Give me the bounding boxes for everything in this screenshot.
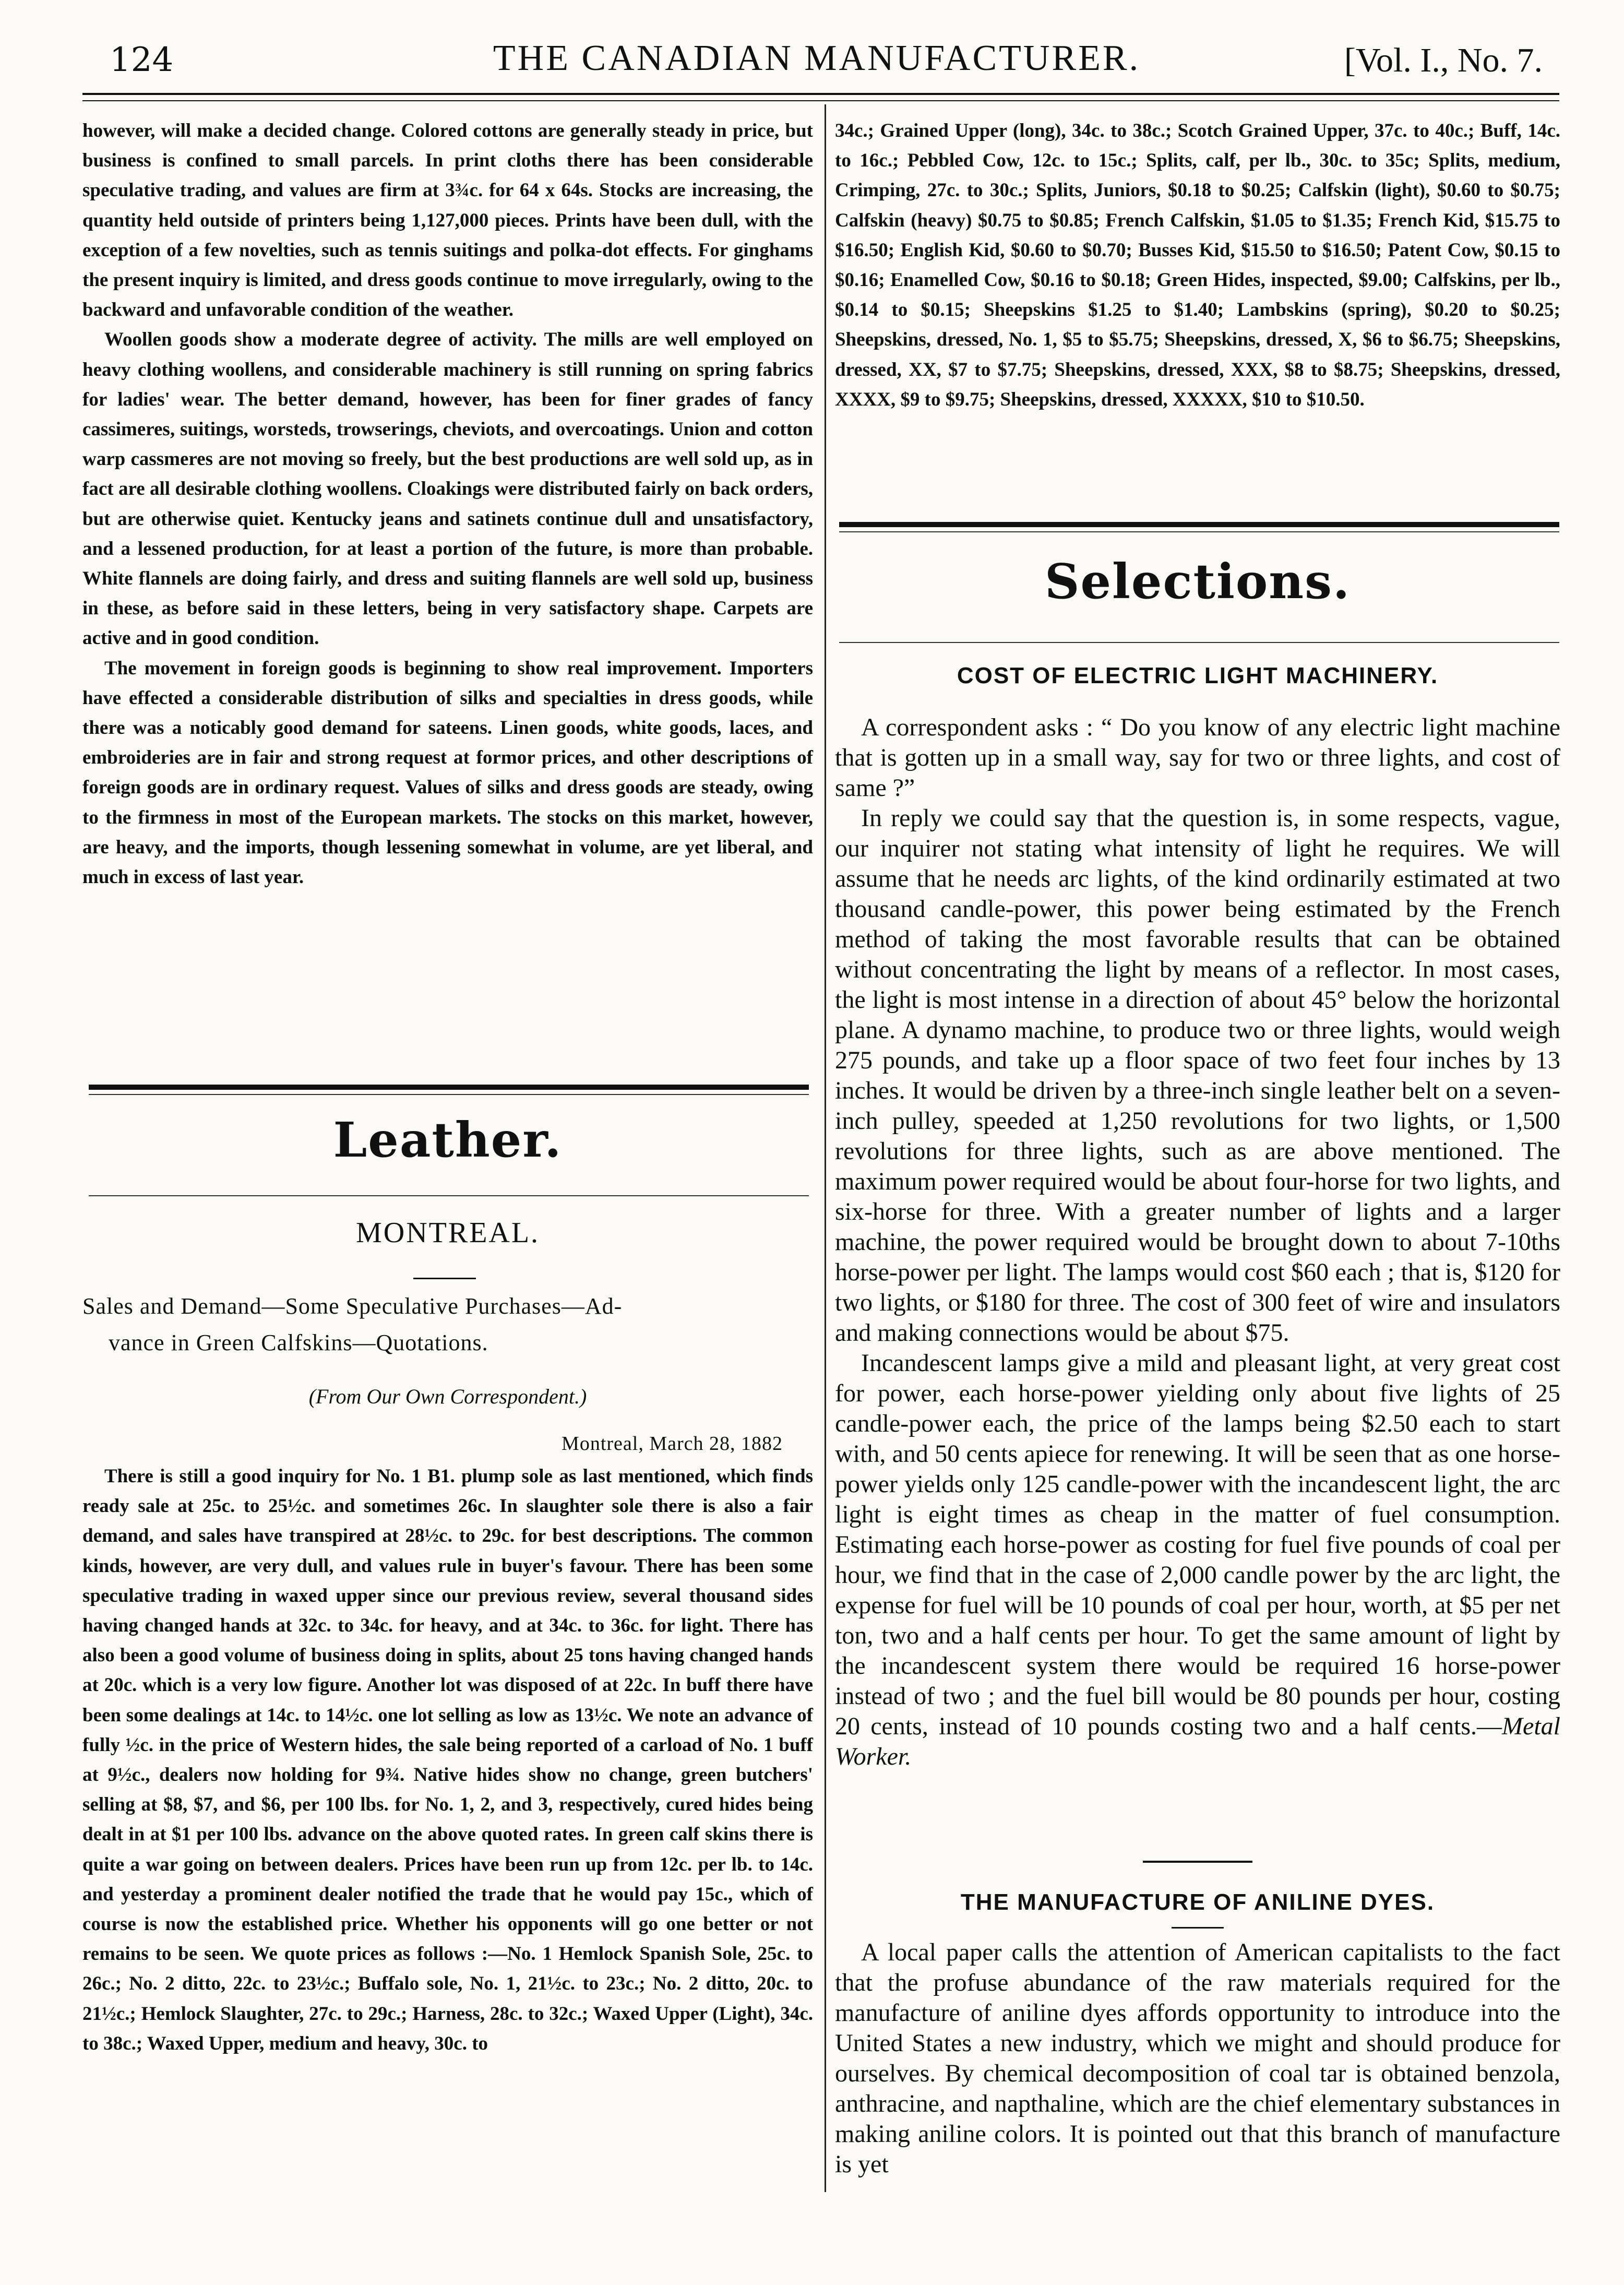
dateline: Montreal, March 28, 1882: [562, 1433, 783, 1455]
paragraph: The movement in foreign goods is beginning to show real improvement. Importers have effected a considerable distribution of silks and specialties in dress goods, while there was a noticably good demand for sateens. Linen goods, white goods, laces, and embroideries are in fair and strong request at formor prices, and other descriptions of foreign goods are in ordinary request. Values of silks and dress goods are steady, owing to the firmness in most of the European markets. The stocks on this market, however, are heavy, and the imports, though lessening somewhat in volume, are yet liberal, and much in excess of last year.: [82, 657, 813, 888]
leather-quotations-continued: [835, 116, 1560, 492]
publication-title: THE CANADIAN MANUFACTURER.: [493, 38, 1141, 78]
short-rule: [413, 1278, 476, 1279]
subheading: [82, 1288, 813, 1361]
column-divider: [825, 104, 826, 2192]
paragraph: A local paper calls the attention of American capitalists to the fact that the profuse abundance of the raw materials required for the manufacture of aniline dyes affords opportunity to introduce into the United States a new industry, which we might and should produce for ourselves. By chemical decomposition of coal tar is obtained benzola, anthracine, and napthaline, which are the chief elementary substances in making aniline colors. It is pointed out that this branch of manufacture is yet: [835, 1938, 1560, 2178]
city-heading: MONTREAL.: [355, 1217, 540, 1249]
page-number: 124: [110, 41, 174, 79]
article-source: Metal Worker.: [835, 1712, 1560, 1770]
article-electric-light: [835, 712, 1560, 1829]
page-header: [78, 30, 1555, 88]
header-rule-thin: [82, 100, 1559, 101]
section-rule-thin: [839, 642, 1559, 643]
paragraph: [835, 1348, 1560, 1772]
paragraph: Woollen goods show a moderate degree of activity. The mills are well employed on heavy clothing woollens, and considerable machinery is still running on spring fabrics for ladies' wear. The better demand, however, has been for finer grades of fancy cassimeres, suitings, worsteds, trowserings, cheviots, and overcoatings. Union and cotton warp cassmeres are not moving so freely, but the best productions are well sold up, as in fact are all desirable clothing woollens. Cloakings were distributed fairly on back orders, but are otherwise quiet. Kentucky jeans and satinets continue dull and unsatisfactory, and a lessened production, for at least a portion of the future, is more than probable. White flannels are doing fairly, and dress and suiting flannels are well sold up, business in these, as before said in these letters, being in very satisfactory shape. Carpets are active and in good condition.: [82, 329, 813, 649]
article-aniline-dyes: [835, 1937, 1560, 2183]
header-rule: [82, 93, 1559, 95]
short-rule: [1143, 1861, 1252, 1863]
subheading-line2: vance in Green Calfskins—Quotations.: [109, 1330, 488, 1355]
article-title-aniline-dyes: THE MANUFACTURE OF ANILINE DYES.: [960, 1889, 1435, 1915]
paragraph: however, will make a decided change. Colored cottons are generally steady in price, but business is confined to small parcels. In print cloths there has been considerable speculative trading, and values are firm at 3¾c. for 64 x 64s. Stocks are increasing, the quantity held outside of printers being 1,127,000 pieces. Prints have been dull, with the exception of a few novelties, such as tennis suitings and polka-dot effects. For ginghams the present inquiry is limited, and dress goods continue to move irregularly, owing to the backward and unfavorable condition of the weather.: [82, 120, 813, 321]
textile-report: [82, 116, 813, 1045]
short-rule: [1172, 1927, 1224, 1929]
article-title-electric-light: COST OF ELECTRIC LIGHT MACHINERY.: [957, 663, 1439, 688]
correspondent-credit: (From Our Own Correspondent.): [308, 1385, 587, 1408]
leather-report: [82, 1461, 813, 2192]
section-rule: [89, 1085, 809, 1090]
paragraph: 34c.; Grained Upper (long), 34c. to 38c.; Scotch Grained Upper, 37c. to 40c.; Buff, 14c. to 16c.; Pebbled Cow, 12c. to 15c.; Splits, calf, per lb., 30c. to 35c; Splits, medium, Crimping, 27c. to 30c.; Splits, Juniors, $0.18 to $0.25; Calfskin (light), $0.60 to $0.75; Calfskin (heavy) $0.75 to $0.85; French Calfskin, $1.05 to $1.35; French Kid, $15.75 to $16.50; English Kid, $0.60 to $0.70; Busses Kid, $15.50 to $16.50; Patent Cow, $0.15 to $0.16; Enamelled Cow, $0.16 to $0.18; Green Hides, inspected, $9.00; Calfskins, per lb., $0.14 to $0.15; Sheepskins $1.25 to $1.40; Lambskins (spring), $0.20 to $0.25; Sheepskins, dressed, No. 1, $5 to $5.75; Sheepskins, dressed, X, $6 to $6.75; Sheepskins, dressed, XX, $7 to $7.75; Sheepskins, dressed, XXX, $8 to $8.75; Sheepskins, dressed, XXXX, $9 to $9.75; Sheepskins, dressed, XXXXX, $10 to $10.50.: [835, 120, 1560, 410]
section-rule-thin: [89, 1094, 809, 1095]
section-rule: [839, 522, 1559, 527]
paragraph: In reply we could say that the question is, in some respects, vague, our inquirer not stating what intensity of light he requires. We will assume that he needs arc lights, of the kind ordinarily estimated at two thousand candle-power, this power being estimated by the French method of taking the most favorable results that can be obtained without concentrating the light by means of a reflector. In most cases, the light is most intense in a direction of about 45° below the horizontal plane. A dynamo machine, to produce two or three lights, would weigh 275 pounds, and take up a floor space of two feet four inches by 13 inches. It would be driven by a three-inch single leather belt on a seven-inch pulley, speeded at 1,250 revolutions for two lights, or 1,500 revolutions for three lights, such as are above mentioned. The maximum power required would be about four-horse for two lights, and six-horse for three. With a greater number of lights and a larger machine, the power required would be brought down to about 7-10ths horse-power per light. The lamps would cost $60 each ; that is, $120 for two lights, or $180 for three. The cost of 300 feet of wire and insulators and making connections would be about $75.: [835, 804, 1560, 1347]
paragraph-text: Incandescent lamps give a mild and pleasant light, at very great cost for power, each horse-power yielding only about five lights of 25 candle-power each, the price of the lamps being $2.50 each to start with, and 50 cents apiece for renewing. It will be seen that as one horse-power yields only 125 candle-power with the incandescent light, the arc light is eight times as cheap in the matter of fuel consumption. Estimating each horse-power as costing for fuel five pounds of coal per hour, we find that in the case of 2,000 candle power by the arc light, the expense for fuel will be 10 pounds of coal per hour, worth, at $5 per net ton, two and a half cents per hour. To get the same amount of light by the incandescent system there would be required 16 horse-power instead of two ; and the fuel bill would be 80 pounds per hour, costing 20 cents, instead of 10 pounds costing two and a half cents.—: [835, 1349, 1560, 1740]
paragraph: There is still a good inquiry for No. 1 B1. plump sole as last mentioned, which finds ready sale at 25c. to 25½c. and sometimes 26c. In slaughter sole there is also a fair demand, and sales have transpired at 28½c. to 29c. for best descriptions. The common kinds, however, are very dull, and values rule in buyer's favour. There has been some speculative trading in waxed upper since our previous review, several thousand sides having changed hands at 32c. to 34c. for heavy, and at 34c. to 36c. for light. There has also been a good volume of business doing in splits, about 25 tons having changed hands at 20c. which is a very low figure. Another lot was disposed of at 22c. In buff there have been some dealings at 14c. to 14½c. one lot selling as low as 13½c. We note an advance of fully ½c. in the price of Western hides, the sale being reported of a carload of No. 1 buff at 9½c., dealers now holding for 9¾. Native hides show no change, green butchers' selling at $8, $7, and $6, per 100 lbs. for No. 1, 2, and 3, respectively, cured hides being dealt in at $1 per 100 lbs. advance on the above quoted rates. In green calf skins there is quite a war going on between dealers. Prices have been run up from 12c. per lb. to 14c. and yesterday a prominent dealer notified the trade that he would pay 15c., which of course is now the established price. Whether his opponents will go one better or not remains to be seen. We quote prices as follows :—No. 1 Hemlock Spanish Sole, 25c. to 26c.; No. 2 ditto, 22c. to 23½c.; Buffalo sole, No. 1, 21½c. to 23c.; No. 2 ditto, 20c. to 21½c.; Hemlock Slaughter, 27c. to 29c.; Harness, 28c. to 32c.; Waxed Upper (Light), 34c. to 38c.; Waxed Upper, medium and heavy, 30c. to: [82, 1466, 813, 2054]
subheading-line1: Sales and Demand—Some Speculative Purchases—Ad-: [82, 1293, 623, 1319]
section-rule-thin: [839, 531, 1559, 532]
section-title-leather: Leather.: [333, 1112, 563, 1168]
section-rule-thin: [89, 1195, 809, 1196]
paragraph: A correspondent asks : “ Do you know of any electric light machine that is gotten up in a small way, say for two or three lights, and cost of same ?”: [835, 713, 1560, 802]
volume-issue: [Vol. I., No. 7.: [1344, 41, 1543, 79]
section-title-selections: Selections.: [1045, 553, 1351, 610]
